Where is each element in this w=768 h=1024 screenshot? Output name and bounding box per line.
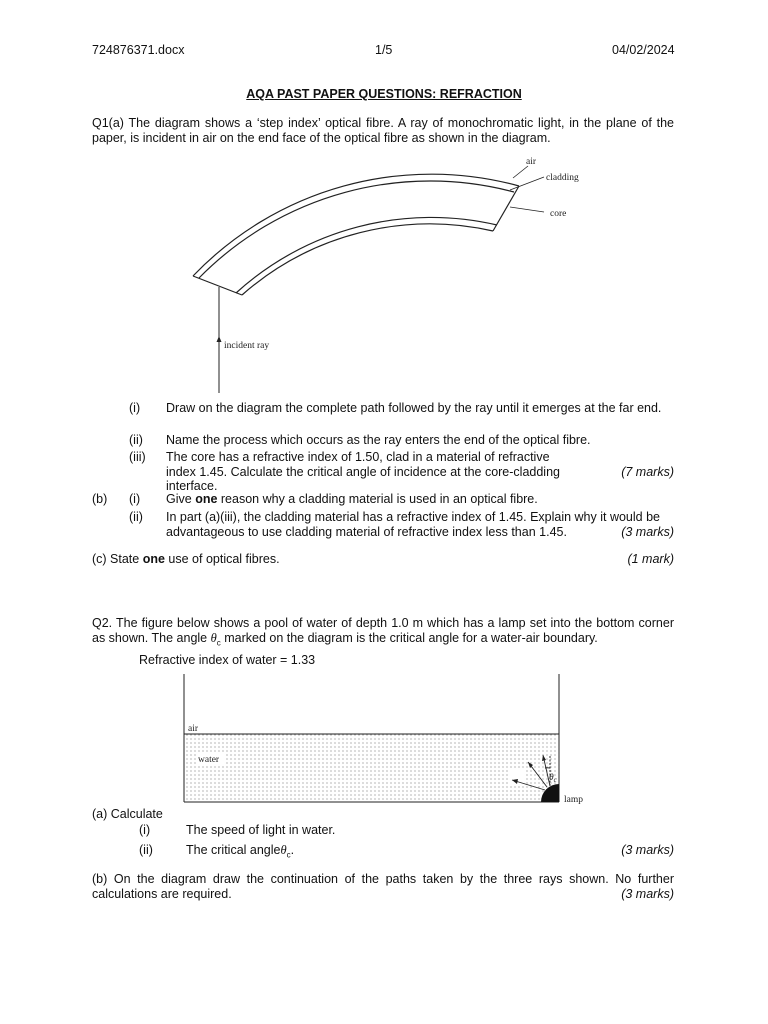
optical-fibre-diagram <box>180 150 600 400</box>
label-core: core <box>550 209 567 219</box>
q2a-i-num: (i) <box>139 823 151 837</box>
q1b-i-text <box>166 492 674 507</box>
incident-ray-arrowhead <box>217 336 222 342</box>
q2-intro-pre: Q2. The figure below shows a pool of water of depth 1.0 m which has a lamp set into the bottom corner as shown. The angle <box>92 616 674 645</box>
label-lamp: lamp <box>564 795 583 805</box>
q1a-ii-num: (ii) <box>129 433 143 447</box>
q2-intro-sub: c <box>216 638 221 647</box>
q1c-marks: (1 mark) <box>627 552 674 566</box>
fibre-exit-face <box>493 186 519 231</box>
q2a-ii-post: . <box>290 843 295 857</box>
q1b-i-pre: Give <box>166 492 196 506</box>
air-pointer <box>513 166 528 178</box>
q2-intro <box>92 616 674 651</box>
label-theta-symbol: θ <box>549 773 554 783</box>
q1a-ii-text: Name the process which occurs as the ray enters the end of the optical fibre. <box>166 433 591 447</box>
q1b-part-ii <box>92 510 674 539</box>
q2-refractive-index: Refractive index of water = 1.33 <box>139 653 316 667</box>
doc-date: 04/02/2024 <box>612 43 675 57</box>
q2b <box>92 872 674 901</box>
q1a-i-text: Draw on the diagram the complete path followed by the ray until it emerges at the far end. <box>166 401 662 415</box>
q1b-part-i <box>92 492 674 507</box>
q1c-pre: (c) State <box>92 552 143 566</box>
q1a-iii-num: (iii) <box>129 450 146 464</box>
pool-diagram <box>178 670 598 810</box>
q1c-bold: one <box>142 552 165 566</box>
q2a-part-ii <box>92 843 674 863</box>
q1b-i-bold: one <box>195 492 218 506</box>
q1b-ii-text: In part (a)(iii), the cladding material has a refractive index of 1.45. Explain why it would be advantageous to use cladding material of refractive index less than 1.45. <box>166 510 660 539</box>
q1a-marks: (7 marks) <box>621 464 674 479</box>
fibre-cladding-inner <box>236 217 497 293</box>
label-air: air <box>188 724 199 734</box>
fibre-cladding-outer <box>199 181 514 278</box>
doc-filename: 724876371.docx <box>92 43 185 57</box>
q1c-post: use of optical fibres. <box>164 552 280 566</box>
q1a-part-i <box>92 401 674 416</box>
q1b-i-post: reason why a cladding material is used in an optical fibre. <box>217 492 538 506</box>
q2a-label: (a) Calculate <box>92 807 163 821</box>
label-theta-sub: c <box>553 776 557 784</box>
q2a-ii-sub: c <box>286 850 291 860</box>
q1a-part-ii <box>92 433 674 448</box>
label-incident-ray: incident ray <box>224 341 270 351</box>
q2b-text: (b) On the diagram draw the continuation of the paths taken by the three rays shown. No further calculations are required. <box>92 872 674 901</box>
q2a-ii-pre: The critical angle <box>186 843 281 857</box>
cladding-pointer <box>510 177 544 190</box>
page-title: AQA PAST PAPER QUESTIONS: REFRACTION <box>246 87 522 101</box>
q1a-iii-text: The core has a refractive index of 1.50, clad in a material of refractive index 1.45. Calculate the critical angle of incidence at the core-cladding interface. <box>166 450 560 493</box>
fibre-entry-face <box>193 276 242 295</box>
q2a-ii-num: (ii) <box>139 843 153 857</box>
q2-intro-theta: θ <box>210 630 217 645</box>
q2a-part-i <box>92 823 674 838</box>
label-cladding: cladding <box>546 173 579 183</box>
q2a-ii-text <box>186 843 674 863</box>
core-pointer <box>510 207 544 212</box>
q2a-marks: (3 marks) <box>621 843 674 857</box>
q1c <box>92 552 674 567</box>
label-air: air <box>526 157 537 167</box>
q1b-label: (b) <box>92 492 108 506</box>
q2a-ii-theta: θ <box>280 843 287 857</box>
q1a-part-iii <box>92 450 674 494</box>
q1b-i-num: (i) <box>129 492 141 506</box>
q1-intro: Q1(a) The diagram shows a ‘step index’ optical fibre. A ray of monochromatic light, in the plane of the paper, is incident in air on the end face of the optical fibre as shown in the diagram. <box>92 116 674 145</box>
label-water: water <box>198 755 220 765</box>
q2b-marks: (3 marks) <box>621 886 674 901</box>
q2-intro-post: marked on the diagram is the critical angle for a water-air boundary. <box>220 630 598 645</box>
q1b-marks: (3 marks) <box>621 524 674 539</box>
q2a-i-text: The speed of light in water. <box>186 823 336 837</box>
q1b-ii-num: (ii) <box>129 510 143 524</box>
water-region <box>184 734 559 802</box>
page-number: 1/5 <box>375 43 393 57</box>
q1a-i-num: (i) <box>129 401 141 415</box>
